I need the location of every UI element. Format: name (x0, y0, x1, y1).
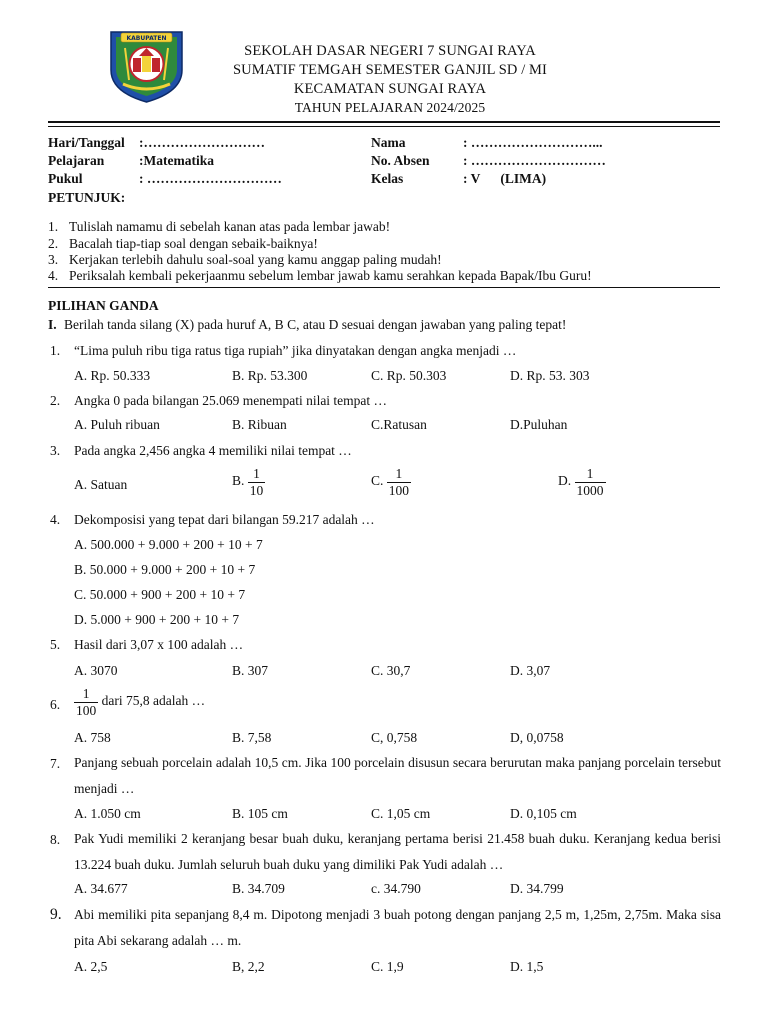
label-kelas: Kelas (371, 171, 404, 186)
option-a: A. 758 (74, 730, 111, 745)
option-b-letter: B. (232, 473, 245, 489)
option-c: C. Rp. 50.303 (371, 368, 447, 383)
option-d (558, 466, 606, 498)
fraction-one-tenth (248, 466, 266, 498)
option-a: A. 3070 (74, 663, 118, 678)
option-c: C, 0,758 (371, 730, 418, 745)
option-d-letter: D. (558, 473, 572, 489)
option-c: C. 50.000 + 900 + 200 + 10 + 7 (74, 587, 246, 602)
option-d: D. 3,07 (510, 663, 551, 678)
question-number: 8. (50, 832, 61, 847)
option-a: A. Rp. 50.333 (74, 368, 151, 383)
option-b: B, 2,2 (232, 959, 265, 974)
section-instruction: Berilah tanda silang (X) pada huruf A, B C, atau D sesuai dengan jawaban yang paling tepat! (64, 317, 567, 332)
section-roman: I. (48, 317, 57, 332)
exam-title: SUMATIF TEMGAH SEMESTER GANJIL SD / MI (233, 62, 547, 78)
question-text: Panjang sebuah porcelain adalah 10,5 cm. Jika 100 porcelain disusun secara berurutan maka panjang porcelain tersebut menjadi … (74, 755, 721, 796)
option-b (232, 466, 265, 498)
question-text: Angka 0 pada bilangan 25.069 menempati nilai tempat … (74, 393, 388, 408)
header-rule-thin (48, 126, 720, 127)
option-a: A. 500.000 + 9.000 + 200 + 10 + 7 (74, 537, 263, 552)
fraction-denominator: 1000 (576, 482, 604, 498)
label-pelajaran: Pelajaran (48, 153, 105, 168)
question-text: “Lima puluh ribu tiga ratus tiga rupiah” jika dinyatakan dengan angka menjadi … (74, 343, 517, 358)
option-b: B. 105 cm (232, 806, 288, 821)
fraction-numerator: 1 (395, 466, 403, 481)
question-text: Pak Yudi memiliki 2 keranjang besar buah duku, keranjang pertama berisi 21.458 buah duku. Keranjang kedua berisi 13.224 buah duku. Jumlah seluruh buah duku yang dimiliki Pak Yudi adalah … (74, 831, 721, 872)
instruction-num-1: 1. (48, 219, 59, 234)
question-number: 4. (50, 512, 61, 527)
option-c (371, 466, 411, 498)
option-c-letter: C. (371, 473, 384, 489)
option-d: D. 0,105 cm (510, 806, 577, 821)
question-number: 6. (50, 697, 61, 712)
question-number: 9. (50, 906, 62, 923)
option-c: C. 1,05 cm (371, 806, 431, 821)
school-name: SEKOLAH DASAR NEGERI 7 SUNGAI RAYA (244, 43, 536, 59)
fraction-denominator: 100 (388, 482, 410, 498)
option-d: D. 5.000 + 900 + 200 + 10 + 7 (74, 612, 240, 627)
option-c: C.Ratusan (371, 417, 427, 432)
instruction-item: Tulislah namamu di sebelah kanan atas pada lembar jawab! (69, 219, 391, 234)
question-text: Pada angka 2,456 angka 4 memiliki nilai tempat … (74, 443, 352, 458)
option-c: c. 34.790 (371, 881, 421, 896)
option-a: A. Satuan (74, 477, 128, 492)
academic-year: TAHUN PELAJARAN 2024/2025 (294, 100, 486, 115)
question-number: 3. (50, 443, 61, 458)
option-c: C. 1,9 (371, 959, 404, 974)
instruction-item: Bacalah tiap-tiap soal dengan sebaik-baiknya! (69, 236, 318, 251)
option-b: B. 7,58 (232, 730, 272, 745)
question-text: Dekomposisi yang tepat dari bilangan 59.217 adalah … (74, 512, 375, 527)
instruction-num-4: 4. (48, 268, 59, 283)
header-double-rule (48, 121, 720, 123)
value-kelas: : V (LIMA) (463, 171, 547, 186)
label-no-absen: No. Absen (371, 153, 430, 168)
instruction-item: Periksalah kembali pekerjaanmu sebelum lembar jawab kamu serahkan kepada Bapak/Ibu Guru! (69, 268, 592, 283)
option-a: A. 1.050 cm (74, 806, 141, 821)
value-pelajaran: :Matematika (139, 153, 214, 168)
option-b: B. 307 (232, 663, 269, 678)
option-d: D. 1,5 (510, 959, 544, 974)
fraction-numerator: 1 (253, 466, 260, 481)
label-hari-tanggal: Hari/Tanggal (48, 135, 125, 150)
question-text (74, 686, 205, 718)
option-b: B. Ribuan (232, 417, 287, 432)
logo-text: KABUPATEN (126, 35, 167, 42)
fraction-one-hundredth (387, 466, 411, 498)
option-b: B. Rp. 53.300 (232, 368, 308, 383)
school-district-logo (105, 26, 188, 104)
question-number: 1. (50, 343, 61, 358)
instructions-title: PETUNJUK: (48, 190, 126, 205)
option-b: B. 50.000 + 9.000 + 200 + 10 + 7 (74, 562, 256, 577)
section-title: PILIHAN GANDA (48, 298, 159, 313)
option-c: C. 30,7 (371, 663, 411, 678)
label-nama: Nama (371, 135, 406, 150)
fraction-numerator: 1 (82, 686, 90, 701)
value-nama: : ………………………... (463, 135, 603, 150)
instruction-num-2: 2. (48, 236, 59, 251)
option-d: D. 34.799 (510, 881, 564, 896)
option-a: A. Puluh ribuan (74, 417, 160, 432)
district-name: KECAMATAN SUNGAI RAYA (293, 81, 487, 97)
question-text-tail: dari 75,8 adalah … (101, 693, 206, 709)
option-d: D.Puluhan (510, 417, 568, 432)
fraction-numerator: 1 (586, 466, 594, 481)
instruction-item: Kerjakan terlebih dahulu soal-soal yang kamu anggap paling mudah! (69, 252, 442, 267)
fraction-one-hundredth (74, 686, 98, 718)
fraction-denominator: 10 (249, 482, 264, 498)
question-text: Hasil dari 3,07 x 100 adalah … (74, 637, 244, 652)
question-text: Abi memiliki pita sepanjang 8,4 m. Dipotong menjadi 3 buah potong dengan panjang 2,5 m, 1,25m, 2,75m. Maka sisa pita Abi sekarang adalah … m. (74, 907, 721, 948)
question-number: 2. (50, 393, 61, 408)
option-d: D. Rp. 53. 303 (510, 368, 590, 383)
option-b: B. 34.709 (232, 881, 285, 896)
label-pukul: Pukul (48, 171, 83, 186)
instructions-rule (48, 287, 720, 288)
option-d: D, 0,0758 (510, 730, 564, 745)
question-number: 5. (50, 637, 61, 652)
value-no-absen: : ………………………… (463, 153, 606, 168)
value-hari-tanggal: :……………………… (139, 135, 265, 150)
fraction-denominator: 100 (76, 702, 97, 718)
value-pukul: : ………………………… (139, 171, 282, 186)
instruction-num-3: 3. (48, 252, 59, 267)
fraction-one-thousandth (575, 466, 606, 498)
option-a: A. 34.677 (74, 881, 128, 896)
question-number: 7. (50, 756, 61, 771)
option-a: A. 2,5 (74, 959, 108, 974)
